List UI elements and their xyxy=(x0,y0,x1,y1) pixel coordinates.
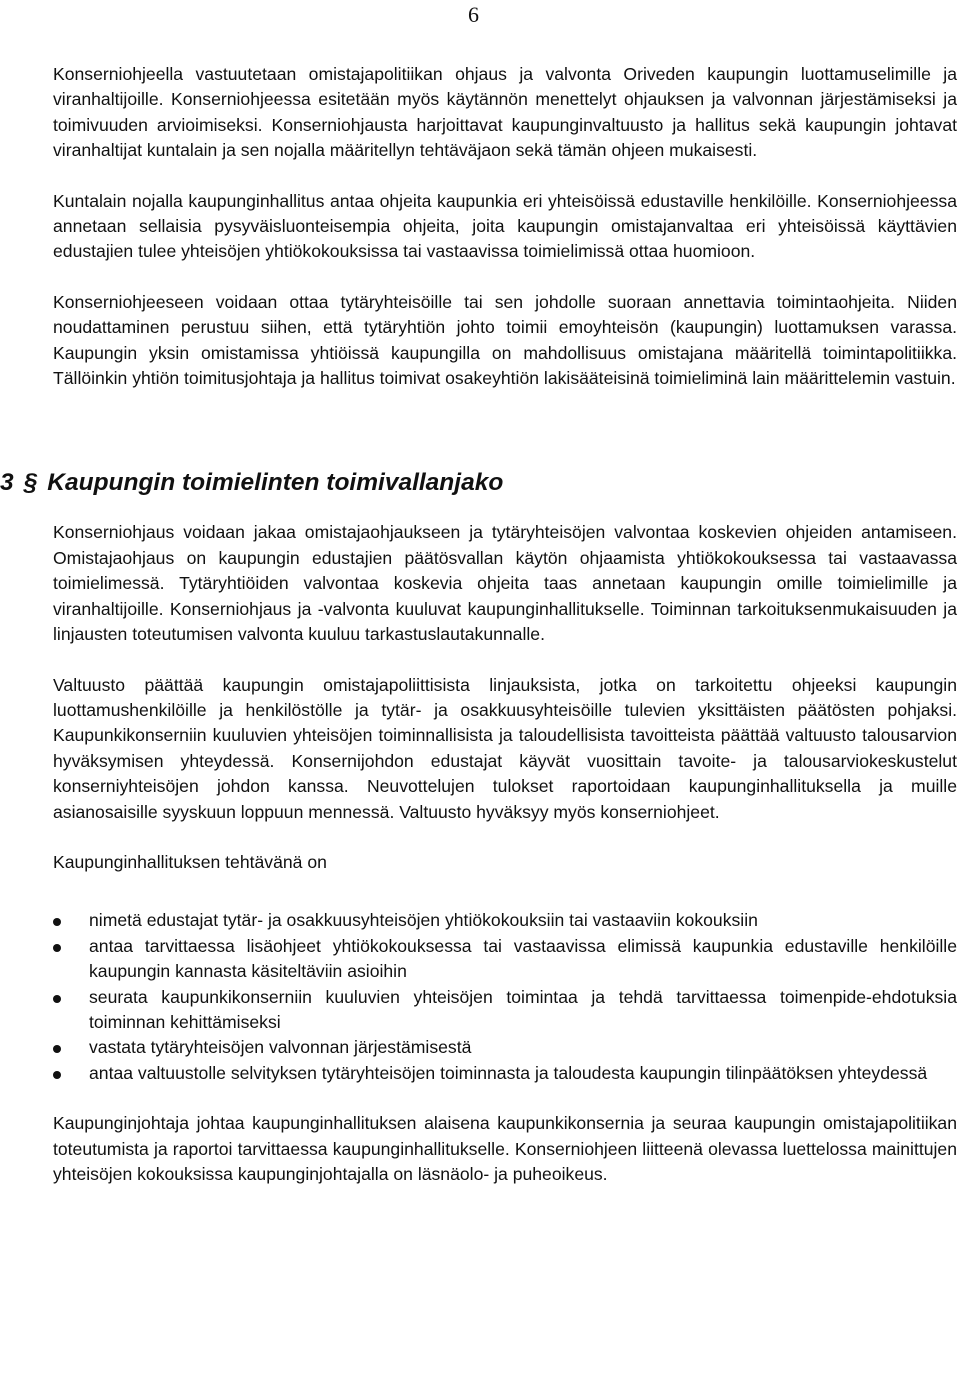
list-item xyxy=(53,985,957,1036)
intro-paragraph-1: Konserniohjeella vastuutetaan omistajapolitiikan ohjaus ja valvonta Oriveden kaupungin luottamuselimille ja viranhaltijoille. Konserniohjeessa esitetään myös käytännön menettelyt ohjauksen ja valvonnan järjestämiseksi ja toimivuuden arvioimiseksi. Konserniohjausta harjoittavat kaupunginvaltuusto ja hallitus sekä kaupungin johtavat viranhaltijat kuntalain ja sen nojalla määritellyn tehtäväjaon sekä tämän ohjeen mukaisesti. xyxy=(53,64,957,161)
section-heading xyxy=(0,468,957,498)
intro-paragraph-2: Kuntalain nojalla kaupunginhallitus antaa ohjeita kaupunkia eri yhteisöissä edustaville henkilöille. Konserniohjeessa annetaan sellaisia pysyväisluonteisempia ohjeita, joita kaupungin omistajanvaltaa eri yhteisöissä käyttävien edustajien tulee yhteisöjen yhtiökokouksissa tai vastaavissa toimielimissä ottaa huomioon. xyxy=(53,190,957,262)
list-item-text: antaa valtuustolle selvityksen tytäryhteisöjen toiminnasta ja taloudesta kaupungin tilinpäätöksen yhteydessä xyxy=(89,1062,928,1083)
list-item xyxy=(53,908,957,933)
bullet-icon xyxy=(53,944,61,952)
section-paragraph-1: Konserniohjaus voidaan jakaa omistajaohjaukseen ja tytäryhteisöjen valvontaa koskevien ohjeiden antamiseen. Omistajaohjaus on kaupungin edustajien päätösvallan käytön ohjaamista yhtiökokouksessa tai vastaavassa toimielimessä. Tytäryhtiöiden valvontaa koskevia ohjeita taas annetaan kaupungin omille toimielimille ja viranhaltijoille. Konserniohjaus ja -valvonta kuuluvat kaupunginhallitukselle. Toiminnan tarkoituksenmukaisuuden ja linjausten toteutumisen valvonta kuuluu tarkastuslautakunnalle. xyxy=(53,522,957,645)
bullet-icon xyxy=(53,1045,61,1053)
tasks-lead: Kaupunginhallituksen tehtävänä on xyxy=(53,851,327,872)
section-symbol: § xyxy=(23,469,38,497)
list-item xyxy=(53,1061,957,1086)
page-number: 6 xyxy=(468,2,479,27)
list-item-text: seurata kaupunkikonserniin kuuluvien yhteisöjen toimintaa ja tehdä tarvittaessa toimenpide-ehdotuksia toiminnan kehittämiseksi xyxy=(89,986,957,1032)
section-title: Kaupungin toimielinten toimivallanjako xyxy=(47,469,504,497)
list-item-text: antaa tarvittaessa lisäohjeet yhtiökokouksessa tai vastaavissa elimissä kaupunkia edustaville henkilöille kaupungin kannasta käsiteltäviin asioihin xyxy=(89,935,957,982)
list-item xyxy=(53,1035,957,1060)
list-item-text: nimetä edustajat tytär- ja osakkuusyhteisöjen yhtiökokouksiin tai vastaaviin kokouksiin xyxy=(89,910,758,931)
bullet-icon xyxy=(53,918,61,926)
section-paragraph-2: Valtuusto päättää kaupungin omistajapoliittisista linjauksista, jotka on tarkoitettu ohjeeksi kaupungin luottamushenkilöille ja henkilöstölle ja tytär- ja osakkuusyhteisöille tulevien yksittäisten päätösten pohjaksi. Kaupunkikonserniin kuuluvien yhteisöjen toiminnallisista ja taloudellisista tavoitteista päättää valtuusto talousarvion hyväksymisen yhteydessä. Konsernijohdon edustajat käyvät vuosittain tavoite- ja talousarviokeskustelut konserniyhteisöjen johdon kanssa. Neuvottelujen tulokset raportoidaan kaupunginhallituksella ja muille asianosaisille syyskuun loppuun mennessä. Valtuusto hyväksyy myös konserniohjeet. xyxy=(53,674,957,822)
section-number: 3 xyxy=(0,469,14,497)
tasks-list xyxy=(53,908,957,1086)
bullet-icon xyxy=(53,1071,61,1079)
intro-paragraph-3: Konserniohjeeseen voidaan ottaa tytäryhteisöille tai sen johdolle suoraan annettavia toimintaohjeita. Niiden noudattaminen perustuu siihen, että tytäryhtiön johto toimii emoyhteisön (kaupungin) luottamuksen varassa. Kaupungin yksin omistamissa yhtiöissä kaupungilla on mahdollisuus omistajana määritellä toimintapolitiikka. Tällöinkin yhtiön toimitusjohtaja ja hallitus toimivat osakeyhtiön lakisääteisinä toimieliminä lain määrittelemin vastuin. xyxy=(53,291,957,389)
list-item-text: vastata tytäryhteisöjen valvonnan järjestämisestä xyxy=(89,1037,472,1058)
document-body xyxy=(0,62,957,1187)
list-item xyxy=(53,934,957,985)
bullet-icon xyxy=(53,995,61,1003)
closing-paragraph: Kaupunginjohtaja johtaa kaupunginhallituksen alaisena kaupunkikonsernia ja seuraa kaupungin omistajapolitiikan toteutumista ja raportoi tarvittaessa kaupunginhallitukselle. Konserniohjeen liitteenä olevassa luettelossa mainittujen yhteisöjen kokouksissa kaupunginjohtajalla on läsnäolo- ja puheoikeus. xyxy=(53,1113,957,1184)
